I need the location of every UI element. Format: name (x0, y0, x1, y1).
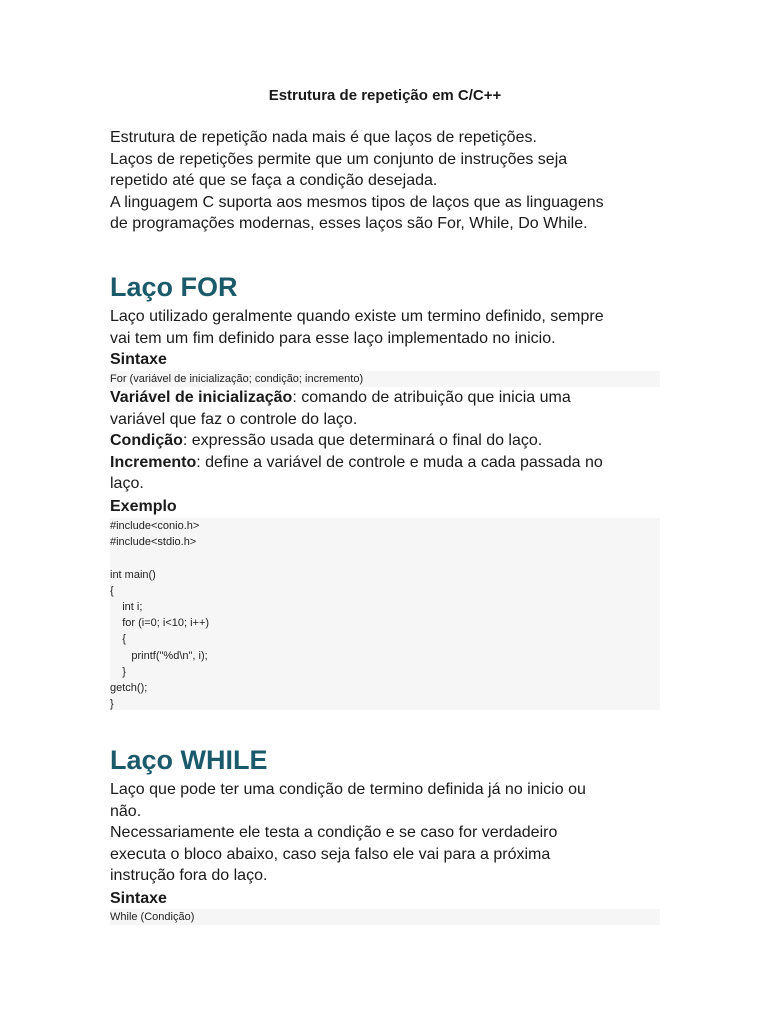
code-line: #include<stdio.h> (110, 536, 197, 549)
code-line (110, 550, 660, 566)
for-example-code-block (110, 518, 660, 710)
for-description-line: vai tem um fim definido para esse laço implementado no inicio. (110, 329, 556, 347)
code-line: int i; (110, 600, 143, 613)
intro-line: repetido até que se faça a condição desejada. (110, 172, 438, 190)
for-syntax-code-block (110, 371, 660, 387)
while-syntax-code: While (Condição) (110, 911, 195, 923)
term-text: : comando de atribuição que inicia uma (292, 389, 571, 406)
for-syntax-code: For (variável de inicialização; condição; incremento) (110, 373, 364, 385)
for-terms (110, 387, 670, 495)
for-example-label: Exemplo (110, 498, 177, 515)
code-line: { (110, 584, 114, 597)
term-line (110, 387, 670, 409)
term-line: variável que faz o controle do laço. (110, 410, 358, 428)
page-title: Estrutura de repetição em C/C++ (268, 87, 502, 104)
while-description (110, 779, 670, 887)
term-line: laço. (110, 475, 144, 493)
intro-line: de programações modernas, esses laços são For, While, Do While. (110, 215, 588, 233)
term-text: : define a variável de controle e muda a cada passada no (196, 453, 603, 471)
term-name: Incremento (110, 453, 197, 471)
term-line (110, 430, 670, 452)
term-line (110, 452, 670, 474)
while-syntax-code-block (110, 909, 660, 925)
code-line: getch(); (110, 681, 148, 694)
code-line: printf("%d\n", i); (110, 649, 208, 662)
while-heading: Laço WHILE (110, 745, 268, 775)
for-syntax-label: Sintaxe (110, 351, 167, 368)
term-name: Condição (110, 432, 183, 450)
while-syntax-label: Sintaxe (110, 890, 167, 907)
code-line: { (110, 633, 126, 646)
while-description-line: instrução fora do laço. (110, 867, 268, 885)
code-line: } (110, 665, 126, 678)
code-line: int main() (110, 568, 156, 581)
term-name: Variável de inicialização (110, 389, 293, 406)
intro-line: Estrutura de repetição nada mais é que laços de repetições. (110, 129, 537, 146)
for-description-line: Laço utilizado geralmente quando existe um termino definido, sempre (110, 308, 604, 325)
term-text: : expressão usada que determinará o final do laço. (182, 432, 543, 450)
while-description-line: executa o bloco abaixo, caso seja falso ele vai para a próxima (110, 845, 551, 863)
for-description (110, 306, 670, 349)
code-line: for (i=0; i<10; i++) (110, 617, 210, 630)
while-description-line: Necessariamente ele testa a condição e se caso for verdadeiro (110, 824, 558, 842)
intro-paragraph (110, 127, 670, 235)
intro-line: A linguagem C suporta aos mesmos tipos de laços que as linguagens (110, 193, 604, 211)
code-line: } (110, 698, 114, 711)
while-description-line: Laço que pode ter uma condição de termino definida já no inicio ou (110, 781, 586, 798)
while-description-line: não. (110, 802, 142, 820)
for-heading: Laço FOR (110, 272, 238, 302)
intro-line: Laços de repetições permite que um conjunto de instruções seja (110, 150, 568, 168)
code-line: #include<conio.h> (110, 520, 200, 532)
